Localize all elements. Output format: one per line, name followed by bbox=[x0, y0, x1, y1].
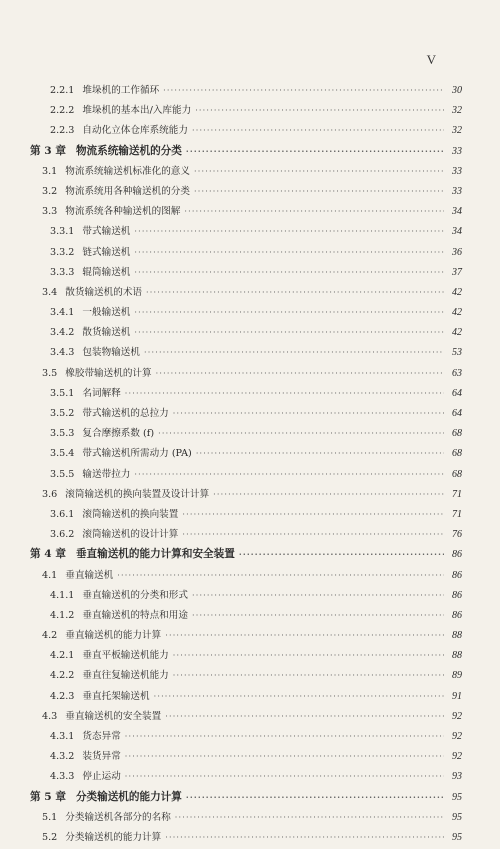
entry-number: 3.4 bbox=[42, 286, 58, 298]
toc-subsection-entry bbox=[30, 526, 462, 546]
dot-leader bbox=[134, 308, 444, 317]
entry-number: 4.1.2 bbox=[50, 609, 75, 621]
toc-chapter-entry bbox=[30, 789, 462, 809]
entry-title: 装货异常 bbox=[82, 751, 121, 763]
toc-section-entry bbox=[30, 183, 462, 203]
dot-leader bbox=[125, 732, 444, 741]
entry-title: 滚筒输送机的换向装置 bbox=[82, 508, 179, 520]
entry-number: 第 4 章 bbox=[30, 548, 66, 561]
entry-page-number: 68 bbox=[452, 428, 462, 440]
toc-subsection-entry bbox=[30, 264, 462, 284]
entry-title: 带式输送机的总拉力 bbox=[82, 408, 169, 419]
entry-page-number: 86 bbox=[452, 549, 462, 561]
entry-page-number: 64 bbox=[452, 408, 462, 419]
entry-page-number: 33 bbox=[452, 165, 462, 177]
dot-leader bbox=[173, 671, 444, 680]
page-number: V bbox=[426, 52, 436, 67]
entry-page-number: 37 bbox=[452, 266, 462, 278]
entry-title: 包装物输送机 bbox=[82, 347, 140, 359]
toc-section-entry bbox=[30, 163, 462, 183]
toc-section-entry bbox=[30, 627, 462, 647]
toc-subsection-entry bbox=[30, 102, 462, 122]
toc-section-entry bbox=[30, 365, 462, 385]
entry-number: 4.2 bbox=[42, 630, 58, 642]
entry-number: 3.4.1 bbox=[50, 307, 75, 319]
entry-number: 4.3 bbox=[42, 710, 58, 722]
entry-page-number: 95 bbox=[452, 831, 462, 843]
entry-number: 4.3.2 bbox=[50, 751, 75, 763]
toc-subsection-entry bbox=[30, 445, 462, 465]
entry-page-number: 32 bbox=[452, 105, 462, 117]
entry-number: 5.1 bbox=[42, 811, 58, 823]
toc-subsection-entry bbox=[30, 405, 462, 425]
entry-number: 2.2.3 bbox=[50, 125, 75, 137]
entry-page-number: 33 bbox=[452, 185, 462, 197]
entry-number: 2.2.1 bbox=[50, 85, 75, 96]
toc-subsection-entry bbox=[30, 728, 462, 748]
dot-leader bbox=[156, 369, 444, 378]
entry-title: 名词解释 bbox=[82, 387, 121, 399]
entry-title: 垂直往复输送机能力 bbox=[82, 670, 169, 682]
entry-number: 3.2 bbox=[42, 185, 58, 197]
entry-page-number: 93 bbox=[452, 771, 462, 783]
dot-leader bbox=[194, 187, 444, 196]
toc-chapter-entry bbox=[30, 546, 462, 566]
toc-section-entry bbox=[30, 203, 462, 223]
entry-number: 3.5.5 bbox=[50, 468, 75, 480]
entry-page-number: 76 bbox=[452, 529, 462, 541]
entry-number: 3.5.4 bbox=[50, 448, 75, 460]
entry-number: 3.5.3 bbox=[50, 428, 75, 440]
dot-leader bbox=[134, 470, 444, 479]
entry-page-number: 32 bbox=[452, 125, 462, 137]
entry-number: 4.3.1 bbox=[50, 731, 75, 742]
toc-subsection-entry bbox=[30, 667, 462, 687]
dot-leader bbox=[117, 571, 444, 580]
entry-title: 垂直输送机的能力计算 bbox=[65, 630, 162, 642]
entry-number: 4.2.3 bbox=[50, 690, 75, 702]
toc-section-entry bbox=[30, 567, 462, 587]
entry-title: 物流系统输送机的分类 bbox=[75, 144, 182, 157]
entry-title: 滚筒输送机的设计计算 bbox=[82, 529, 179, 541]
entry-number: 4.1.1 bbox=[50, 589, 75, 601]
entry-title: 散货输送机的术语 bbox=[65, 286, 143, 298]
entry-number: 3.3.1 bbox=[50, 226, 75, 238]
dot-leader bbox=[165, 712, 444, 721]
entry-title: 橡胶带输送机的计算 bbox=[65, 367, 152, 379]
entry-number: 3.3 bbox=[42, 206, 58, 218]
toc-subsection-entry bbox=[30, 344, 462, 364]
dot-leader bbox=[186, 146, 444, 156]
dot-leader bbox=[165, 833, 444, 842]
entry-page-number: 68 bbox=[452, 468, 462, 480]
entry-number: 第 5 章 bbox=[30, 790, 66, 803]
dot-leader bbox=[173, 409, 444, 418]
entry-title: 链式输送机 bbox=[82, 246, 131, 258]
toc-subsection-entry bbox=[30, 304, 462, 324]
dot-leader bbox=[175, 813, 444, 822]
entry-page-number: 42 bbox=[452, 307, 462, 319]
toc-subsection-entry bbox=[30, 324, 462, 344]
dot-leader bbox=[134, 227, 444, 236]
entry-number: 3.6.2 bbox=[50, 529, 75, 541]
entry-title: 带式输送机所需动力 (PA) bbox=[82, 448, 192, 460]
dot-leader bbox=[239, 549, 444, 559]
dot-leader bbox=[192, 126, 444, 135]
entry-number: 3.6.1 bbox=[50, 508, 75, 520]
entry-page-number: 34 bbox=[452, 226, 462, 238]
dot-leader bbox=[182, 530, 444, 539]
entry-page-number: 86 bbox=[452, 569, 462, 581]
entry-page-number: 92 bbox=[452, 751, 462, 763]
toc-subsection-entry bbox=[30, 506, 462, 526]
toc-subsection-entry bbox=[30, 244, 462, 264]
entry-title: 带式输送机 bbox=[82, 226, 131, 238]
entry-page-number: 91 bbox=[452, 690, 462, 702]
entry-page-number: 88 bbox=[452, 630, 462, 642]
entry-page-number: 68 bbox=[452, 448, 462, 460]
toc-subsection-entry bbox=[30, 466, 462, 486]
entry-title: 一般输送机 bbox=[82, 307, 131, 319]
toc-subsection-entry bbox=[30, 385, 462, 405]
toc-chapter-entry bbox=[30, 143, 462, 163]
entry-title: 物流系统各种输送机的图解 bbox=[65, 206, 181, 218]
entry-page-number: 63 bbox=[452, 367, 462, 379]
dot-leader bbox=[186, 792, 444, 802]
dot-leader bbox=[196, 449, 444, 458]
toc-subsection-entry bbox=[30, 688, 462, 708]
entry-page-number: 95 bbox=[452, 811, 462, 823]
entry-page-number: 30 bbox=[452, 85, 462, 96]
entry-title: 垂直输送机 bbox=[65, 569, 114, 581]
entry-number: 3.5.1 bbox=[50, 387, 75, 399]
entry-page-number: 42 bbox=[452, 286, 462, 298]
entry-page-number: 36 bbox=[452, 246, 462, 258]
entry-number: 第 3 章 bbox=[30, 144, 66, 157]
dot-leader bbox=[154, 692, 444, 701]
entry-page-number: 89 bbox=[452, 670, 462, 682]
entry-title: 物流系统用各种输送机的分类 bbox=[65, 185, 190, 197]
dot-leader bbox=[192, 611, 444, 620]
toc-section-entry bbox=[30, 809, 462, 829]
entry-page-number: 92 bbox=[452, 710, 462, 722]
dot-leader bbox=[134, 328, 444, 337]
entry-title: 自动化立体仓库系统能力 bbox=[82, 125, 188, 137]
dot-leader bbox=[134, 248, 444, 257]
entry-number: 3.4.3 bbox=[50, 347, 75, 359]
entry-title: 垂直输送机的特点和用途 bbox=[82, 609, 188, 621]
entry-page-number: 33 bbox=[452, 145, 462, 157]
entry-title: 辊筒输送机 bbox=[82, 266, 131, 278]
entry-number: 4.1 bbox=[42, 569, 58, 581]
table-of-contents bbox=[30, 82, 462, 849]
toc-subsection-entry bbox=[30, 82, 462, 102]
entry-title: 分类输送机各部分的名称 bbox=[65, 811, 171, 823]
entry-title: 散货输送机 bbox=[82, 327, 131, 339]
dot-leader bbox=[194, 167, 444, 176]
toc-subsection-entry bbox=[30, 748, 462, 768]
entry-title: 货态异常 bbox=[82, 731, 121, 742]
entry-page-number: 92 bbox=[452, 731, 462, 742]
entry-page-number: 86 bbox=[452, 609, 462, 621]
dot-leader bbox=[158, 429, 444, 438]
entry-page-number: 71 bbox=[452, 508, 462, 520]
entry-number: 3.4.2 bbox=[50, 327, 75, 339]
toc-subsection-entry bbox=[30, 607, 462, 627]
entry-title: 垂直平板输送机能力 bbox=[82, 650, 169, 662]
toc-section-entry bbox=[30, 829, 462, 849]
dot-leader bbox=[195, 106, 444, 115]
entry-title: 垂直输送机的分类和形式 bbox=[82, 589, 188, 601]
toc-subsection-entry bbox=[30, 122, 462, 142]
entry-number: 5.2 bbox=[42, 831, 58, 843]
toc-subsection-entry bbox=[30, 425, 462, 445]
entry-page-number: 95 bbox=[452, 791, 462, 803]
toc-subsection-entry bbox=[30, 587, 462, 607]
entry-title: 停止运动 bbox=[82, 771, 121, 783]
toc-section-entry bbox=[30, 284, 462, 304]
entry-title: 堆垛机的基本出/入库能力 bbox=[82, 105, 192, 117]
dot-leader bbox=[125, 772, 444, 781]
entry-page-number: 86 bbox=[452, 589, 462, 601]
dot-leader bbox=[134, 268, 444, 277]
entry-title: 垂直输送机的安全装置 bbox=[65, 710, 162, 722]
toc-subsection-entry bbox=[30, 768, 462, 788]
entry-page-number: 42 bbox=[452, 327, 462, 339]
entry-number: 3.3.3 bbox=[50, 266, 75, 278]
entry-number: 3.5.2 bbox=[50, 408, 75, 419]
toc-subsection-entry bbox=[30, 647, 462, 667]
entry-number: 4.2.1 bbox=[50, 650, 75, 662]
entry-title: 垂直托架输送机 bbox=[82, 690, 150, 702]
entry-number: 3.3.2 bbox=[50, 246, 75, 258]
dot-leader bbox=[165, 631, 444, 640]
entry-page-number: 34 bbox=[452, 206, 462, 218]
toc-section-entry bbox=[30, 486, 462, 506]
toc-section-entry bbox=[30, 708, 462, 728]
entry-page-number: 71 bbox=[452, 488, 462, 500]
entry-number: 4.3.3 bbox=[50, 771, 75, 783]
dot-leader bbox=[146, 288, 444, 297]
dot-leader bbox=[184, 207, 444, 216]
dot-leader bbox=[125, 389, 444, 398]
entry-title: 输送带拉力 bbox=[82, 468, 131, 480]
dot-leader bbox=[173, 651, 444, 660]
entry-page-number: 88 bbox=[452, 650, 462, 662]
entry-title: 垂直输送机的能力计算和安全装置 bbox=[75, 548, 235, 561]
dot-leader bbox=[163, 86, 444, 95]
dot-leader bbox=[144, 348, 444, 357]
entry-title: 分类输送机的能力计算 bbox=[65, 831, 162, 843]
entry-title: 堆垛机的工作循环 bbox=[82, 85, 160, 96]
entry-number: 3.5 bbox=[42, 367, 58, 379]
entry-number: 2.2.2 bbox=[50, 105, 75, 117]
entry-number: 3.1 bbox=[42, 165, 58, 177]
entry-page-number: 64 bbox=[452, 387, 462, 399]
dot-leader bbox=[125, 752, 444, 761]
dot-leader bbox=[182, 510, 444, 519]
dot-leader bbox=[213, 490, 444, 499]
entry-title: 物流系统输送机标准化的意义 bbox=[65, 165, 190, 177]
entry-page-number: 53 bbox=[452, 347, 462, 359]
entry-title: 滚筒输送机的换向装置及设计计算 bbox=[65, 488, 210, 500]
entry-title: 分类输送机的能力计算 bbox=[75, 790, 182, 803]
entry-number: 3.6 bbox=[42, 488, 58, 500]
toc-subsection-entry bbox=[30, 223, 462, 243]
entry-title: 复合摩擦系数 (f) bbox=[82, 428, 155, 440]
entry-number: 4.2.2 bbox=[50, 670, 75, 682]
dot-leader bbox=[192, 591, 444, 600]
